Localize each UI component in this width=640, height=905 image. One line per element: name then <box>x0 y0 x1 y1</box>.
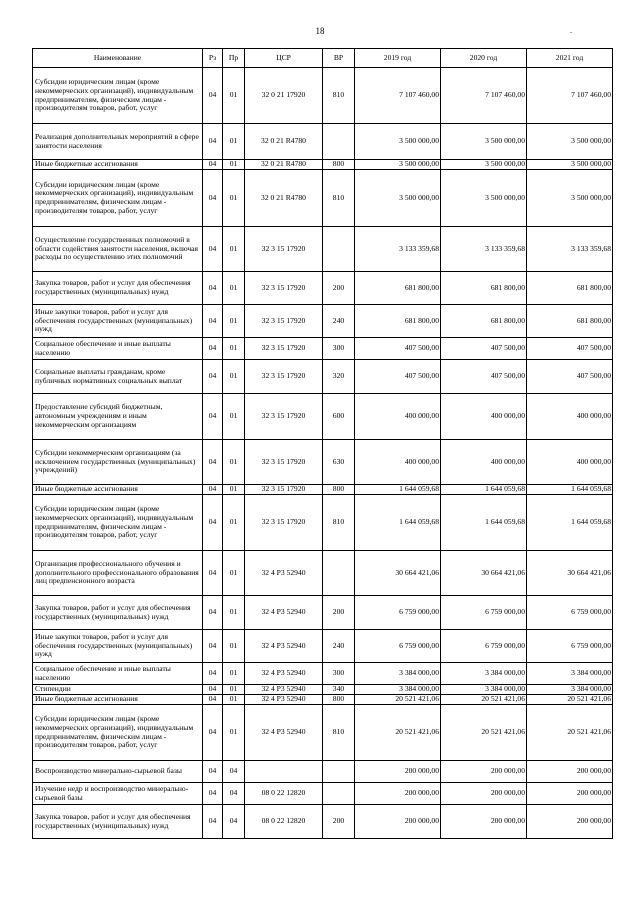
cell-2021: 6 759 000,00 <box>527 630 613 663</box>
header-rz: Рз <box>203 49 223 68</box>
cell-pr: 01 <box>223 394 245 440</box>
cell-pr: 01 <box>223 685 245 695</box>
cell-csr: 32 3 15 17920 <box>245 227 323 272</box>
cell-csr: 32 3 15 17920 <box>245 495 323 551</box>
cell-vr <box>323 227 355 272</box>
cell-pr: 01 <box>223 338 245 360</box>
cell-csr: 32 3 15 17920 <box>245 394 323 440</box>
cell-2019: 400 000,00 <box>355 440 441 485</box>
cell-name: Иные закупки товаров, работ и услуг для обеспечения государственных (муниципальных) нужд <box>33 305 203 338</box>
cell-2019: 20 521 421,06 <box>355 705 441 761</box>
table-row <box>33 630 613 663</box>
cell-vr: 240 <box>323 305 355 338</box>
cell-pr: 01 <box>223 124 245 160</box>
cell-csr: 32 3 15 17920 <box>245 305 323 338</box>
cell-2019: 3 384 000,00 <box>355 663 441 685</box>
cell-vr <box>323 761 355 783</box>
cell-pr: 01 <box>223 705 245 761</box>
cell-vr: 810 <box>323 705 355 761</box>
cell-pr: 01 <box>223 485 245 495</box>
cell-pr: 04 <box>223 783 245 805</box>
stray-mark: . <box>570 26 572 35</box>
cell-name: Иные бюджетные ассигнования <box>33 695 203 705</box>
cell-2020: 200 000,00 <box>441 805 527 839</box>
cell-pr: 01 <box>223 551 245 596</box>
cell-rz: 04 <box>203 596 223 630</box>
cell-csr: 32 3 15 17920 <box>245 485 323 495</box>
cell-2019: 20 521 421,06 <box>355 695 441 705</box>
table-row <box>33 761 613 783</box>
cell-vr: 200 <box>323 272 355 305</box>
cell-2020: 3 384 000,00 <box>441 663 527 685</box>
cell-pr: 01 <box>223 360 245 394</box>
cell-2020: 3 500 000,00 <box>441 170 527 227</box>
cell-csr: 32 4 P3 52940 <box>245 695 323 705</box>
table-row <box>33 783 613 805</box>
cell-2021: 3 500 000,00 <box>527 124 613 160</box>
table-header-row <box>33 49 613 68</box>
cell-2020: 3 500 000,00 <box>441 124 527 160</box>
cell-name: Иные бюджетные ассигнования <box>33 485 203 495</box>
cell-vr: 810 <box>323 68 355 124</box>
cell-name: Субсидии некоммерческим организациям (за исключением государственных (муниципальных) учреждений) <box>33 440 203 485</box>
cell-vr: 800 <box>323 485 355 495</box>
cell-rz: 04 <box>203 227 223 272</box>
cell-pr: 01 <box>223 227 245 272</box>
cell-name: Воспроизводство минерально-сырьевой базы <box>33 761 203 783</box>
table-row <box>33 394 613 440</box>
cell-2021: 3 500 000,00 <box>527 160 613 170</box>
cell-rz: 04 <box>203 495 223 551</box>
cell-pr: 01 <box>223 305 245 338</box>
cell-2019: 200 000,00 <box>355 783 441 805</box>
cell-2020: 400 000,00 <box>441 394 527 440</box>
cell-csr: 32 4 P3 52940 <box>245 630 323 663</box>
cell-2021: 3 133 359,68 <box>527 227 613 272</box>
table-row <box>33 68 613 124</box>
cell-csr: 32 3 15 17920 <box>245 360 323 394</box>
table-row <box>33 695 613 705</box>
cell-pr: 01 <box>223 630 245 663</box>
cell-csr: 32 4 P3 52940 <box>245 705 323 761</box>
cell-csr: 08 0 22 12820 <box>245 805 323 839</box>
cell-2020: 200 000,00 <box>441 761 527 783</box>
cell-2019: 407 500,00 <box>355 360 441 394</box>
cell-2020: 20 521 421,06 <box>441 695 527 705</box>
cell-name: Закупка товаров, работ и услуг для обеспечения государственных (муниципальных) нужд <box>33 272 203 305</box>
table-row <box>33 272 613 305</box>
cell-2020: 407 500,00 <box>441 338 527 360</box>
cell-2021: 6 759 000,00 <box>527 596 613 630</box>
page-number: 18 <box>315 26 325 36</box>
cell-vr: 200 <box>323 805 355 839</box>
cell-rz: 04 <box>203 695 223 705</box>
cell-name: Социальное обеспечение и иные выплаты населению <box>33 338 203 360</box>
cell-csr <box>245 761 323 783</box>
cell-vr <box>323 783 355 805</box>
header-2021: 2021 год <box>527 49 613 68</box>
cell-csr: 32 3 15 17920 <box>245 440 323 485</box>
cell-rz: 04 <box>203 160 223 170</box>
cell-vr: 200 <box>323 596 355 630</box>
table-row <box>33 485 613 495</box>
cell-csr: 32 3 15 17920 <box>245 338 323 360</box>
cell-pr: 01 <box>223 495 245 551</box>
cell-pr: 04 <box>223 761 245 783</box>
cell-csr: 32 0 21 R4780 <box>245 170 323 227</box>
cell-2019: 1 644 059,68 <box>355 485 441 495</box>
header-pr: Пр <box>223 49 245 68</box>
cell-csr: 32 0 21 R4780 <box>245 160 323 170</box>
cell-vr: 600 <box>323 394 355 440</box>
cell-2019: 200 000,00 <box>355 761 441 783</box>
cell-2021: 3 384 000,00 <box>527 663 613 685</box>
cell-csr: 32 4 P3 52940 <box>245 596 323 630</box>
cell-2021: 681 800,00 <box>527 305 613 338</box>
cell-2021: 400 000,00 <box>527 440 613 485</box>
table-row <box>33 596 613 630</box>
cell-pr: 01 <box>223 440 245 485</box>
cell-2020: 3 500 000,00 <box>441 160 527 170</box>
cell-2021: 200 000,00 <box>527 783 613 805</box>
cell-name: Реализация дополнительных мероприятий в сфере занятости населения <box>33 124 203 160</box>
cell-2021: 20 521 421,06 <box>527 695 613 705</box>
budget-table <box>32 48 613 839</box>
cell-name: Иные бюджетные ассигнования <box>33 160 203 170</box>
cell-name: Предоставление субсидий бюджетным, автономным учреждениям и иным некоммерческим организациям <box>33 394 203 440</box>
table-row <box>33 338 613 360</box>
cell-rz: 04 <box>203 551 223 596</box>
cell-name: Изучение недр и воспроизводство минерально-сырьевой базы <box>33 783 203 805</box>
cell-vr: 300 <box>323 663 355 685</box>
cell-rz: 04 <box>203 705 223 761</box>
cell-csr: 32 0 21 17920 <box>245 68 323 124</box>
cell-2020: 400 000,00 <box>441 440 527 485</box>
cell-csr: 32 4 P3 52940 <box>245 663 323 685</box>
table-row <box>33 360 613 394</box>
cell-rz: 04 <box>203 68 223 124</box>
cell-2021: 407 500,00 <box>527 360 613 394</box>
header-2019: 2019 год <box>355 49 441 68</box>
cell-2019: 400 000,00 <box>355 394 441 440</box>
cell-2021: 200 000,00 <box>527 761 613 783</box>
cell-2021: 7 107 460,00 <box>527 68 613 124</box>
cell-2020: 407 500,00 <box>441 360 527 394</box>
cell-pr: 01 <box>223 170 245 227</box>
cell-pr: 01 <box>223 68 245 124</box>
cell-2020: 3 133 359,68 <box>441 227 527 272</box>
cell-2021: 200 000,00 <box>527 805 613 839</box>
cell-vr <box>323 551 355 596</box>
cell-2020: 681 800,00 <box>441 272 527 305</box>
cell-2021: 407 500,00 <box>527 338 613 360</box>
table-row <box>33 124 613 160</box>
cell-rz: 04 <box>203 630 223 663</box>
cell-csr: 32 0 21 R4780 <box>245 124 323 160</box>
cell-2019: 681 800,00 <box>355 272 441 305</box>
cell-2019: 3 500 000,00 <box>355 124 441 160</box>
header-2020: 2020 год <box>441 49 527 68</box>
cell-2020: 200 000,00 <box>441 783 527 805</box>
cell-2019: 3 384 000,00 <box>355 685 441 695</box>
cell-rz: 04 <box>203 170 223 227</box>
header-csr: ЦСР <box>245 49 323 68</box>
table-body <box>33 68 613 839</box>
cell-2020: 20 521 421,06 <box>441 705 527 761</box>
cell-name: Стипендии <box>33 685 203 695</box>
cell-name: Осуществление государственных полномочий в области содействия занятости населения, включая расходы по осуществлению этих полномочий <box>33 227 203 272</box>
cell-2021: 3 384 000,00 <box>527 685 613 695</box>
cell-rz: 04 <box>203 761 223 783</box>
table-row <box>33 440 613 485</box>
cell-2019: 3 500 000,00 <box>355 160 441 170</box>
cell-rz: 04 <box>203 394 223 440</box>
cell-pr: 01 <box>223 160 245 170</box>
table-row <box>33 170 613 227</box>
table-row <box>33 805 613 839</box>
cell-2020: 6 759 000,00 <box>441 596 527 630</box>
cell-2019: 200 000,00 <box>355 805 441 839</box>
cell-vr: 240 <box>323 630 355 663</box>
cell-name: Закупка товаров, работ и услуг для обеспечения государственных (муниципальных) нужд <box>33 596 203 630</box>
cell-csr: 08 0 22 12820 <box>245 783 323 805</box>
cell-vr: 810 <box>323 495 355 551</box>
cell-2019: 7 107 460,00 <box>355 68 441 124</box>
cell-rz: 04 <box>203 360 223 394</box>
cell-vr <box>323 124 355 160</box>
cell-pr: 04 <box>223 805 245 839</box>
cell-vr: 810 <box>323 170 355 227</box>
cell-name: Субсидии юридическим лицам (кроме некоммерческих организаций), индивидуальным предпринимателям, физическим лицам - производителям товаров, работ, услуг <box>33 705 203 761</box>
cell-name: Социальное обеспечение и иные выплаты населению <box>33 663 203 685</box>
cell-name: Субсидии юридическим лицам (кроме некоммерческих организаций), индивидуальным предпринимателям, физическим лицам - производителям товаров, работ, услуг <box>33 68 203 124</box>
table-row <box>33 705 613 761</box>
table-row <box>33 685 613 695</box>
table-row <box>33 305 613 338</box>
cell-2021: 1 644 059,68 <box>527 495 613 551</box>
table-row <box>33 495 613 551</box>
cell-rz: 04 <box>203 124 223 160</box>
cell-rz: 04 <box>203 272 223 305</box>
cell-2019: 3 500 000,00 <box>355 170 441 227</box>
cell-name: Иные закупки товаров, работ и услуг для обеспечения государственных (муниципальных) нужд <box>33 630 203 663</box>
cell-vr: 340 <box>323 685 355 695</box>
header-vr: ВР <box>323 49 355 68</box>
cell-pr: 01 <box>223 695 245 705</box>
cell-name: Субсидии юридическим лицам (кроме некоммерческих организаций), индивидуальным предпринимателям, физическим лицам - производителям товаров, работ, услуг <box>33 170 203 227</box>
cell-2021: 400 000,00 <box>527 394 613 440</box>
cell-rz: 04 <box>203 805 223 839</box>
cell-pr: 01 <box>223 596 245 630</box>
cell-vr: 300 <box>323 338 355 360</box>
cell-2021: 1 644 059,68 <box>527 485 613 495</box>
cell-rz: 04 <box>203 663 223 685</box>
cell-2019: 407 500,00 <box>355 338 441 360</box>
table-row <box>33 551 613 596</box>
cell-csr: 32 3 15 17920 <box>245 272 323 305</box>
table-row <box>33 160 613 170</box>
cell-rz: 04 <box>203 783 223 805</box>
table-row <box>33 227 613 272</box>
cell-2020: 6 759 000,00 <box>441 630 527 663</box>
table-row <box>33 663 613 685</box>
cell-vr: 630 <box>323 440 355 485</box>
cell-2021: 20 521 421,06 <box>527 705 613 761</box>
cell-name: Организация профессионального обучения и дополнительного профессионального образования лиц предпенсионного возраста <box>33 551 203 596</box>
cell-name: Социальные выплаты гражданам, кроме публичных нормативных социальных выплат <box>33 360 203 394</box>
cell-2019: 6 759 000,00 <box>355 630 441 663</box>
cell-name: Закупка товаров, работ и услуг для обеспечения государственных (муниципальных) нужд <box>33 805 203 839</box>
cell-2020: 681 800,00 <box>441 305 527 338</box>
cell-2020: 3 384 000,00 <box>441 685 527 695</box>
cell-2019: 681 800,00 <box>355 305 441 338</box>
cell-2020: 30 664 421,06 <box>441 551 527 596</box>
cell-pr: 01 <box>223 272 245 305</box>
cell-rz: 04 <box>203 440 223 485</box>
cell-rz: 04 <box>203 485 223 495</box>
cell-2020: 1 644 059,68 <box>441 485 527 495</box>
cell-vr: 800 <box>323 160 355 170</box>
cell-2021: 681 800,00 <box>527 272 613 305</box>
cell-vr: 320 <box>323 360 355 394</box>
cell-rz: 04 <box>203 305 223 338</box>
cell-name: Субсидии юридическим лицам (кроме некоммерческих организаций), индивидуальным предпринимателям, физическим лицам - производителям товаров, работ, услуг <box>33 495 203 551</box>
cell-vr: 800 <box>323 695 355 705</box>
header-name: Наименование <box>33 49 203 68</box>
cell-csr: 32 4 P3 52940 <box>245 685 323 695</box>
cell-2019: 6 759 000,00 <box>355 596 441 630</box>
cell-csr: 32 4 P3 52940 <box>245 551 323 596</box>
cell-2020: 7 107 460,00 <box>441 68 527 124</box>
cell-rz: 04 <box>203 685 223 695</box>
cell-2019: 1 644 059,68 <box>355 495 441 551</box>
cell-2019: 30 664 421,06 <box>355 551 441 596</box>
cell-rz: 04 <box>203 338 223 360</box>
cell-2021: 3 500 000,00 <box>527 170 613 227</box>
cell-2020: 1 644 059,68 <box>441 495 527 551</box>
cell-2021: 30 664 421,06 <box>527 551 613 596</box>
cell-2019: 3 133 359,68 <box>355 227 441 272</box>
cell-pr: 01 <box>223 663 245 685</box>
